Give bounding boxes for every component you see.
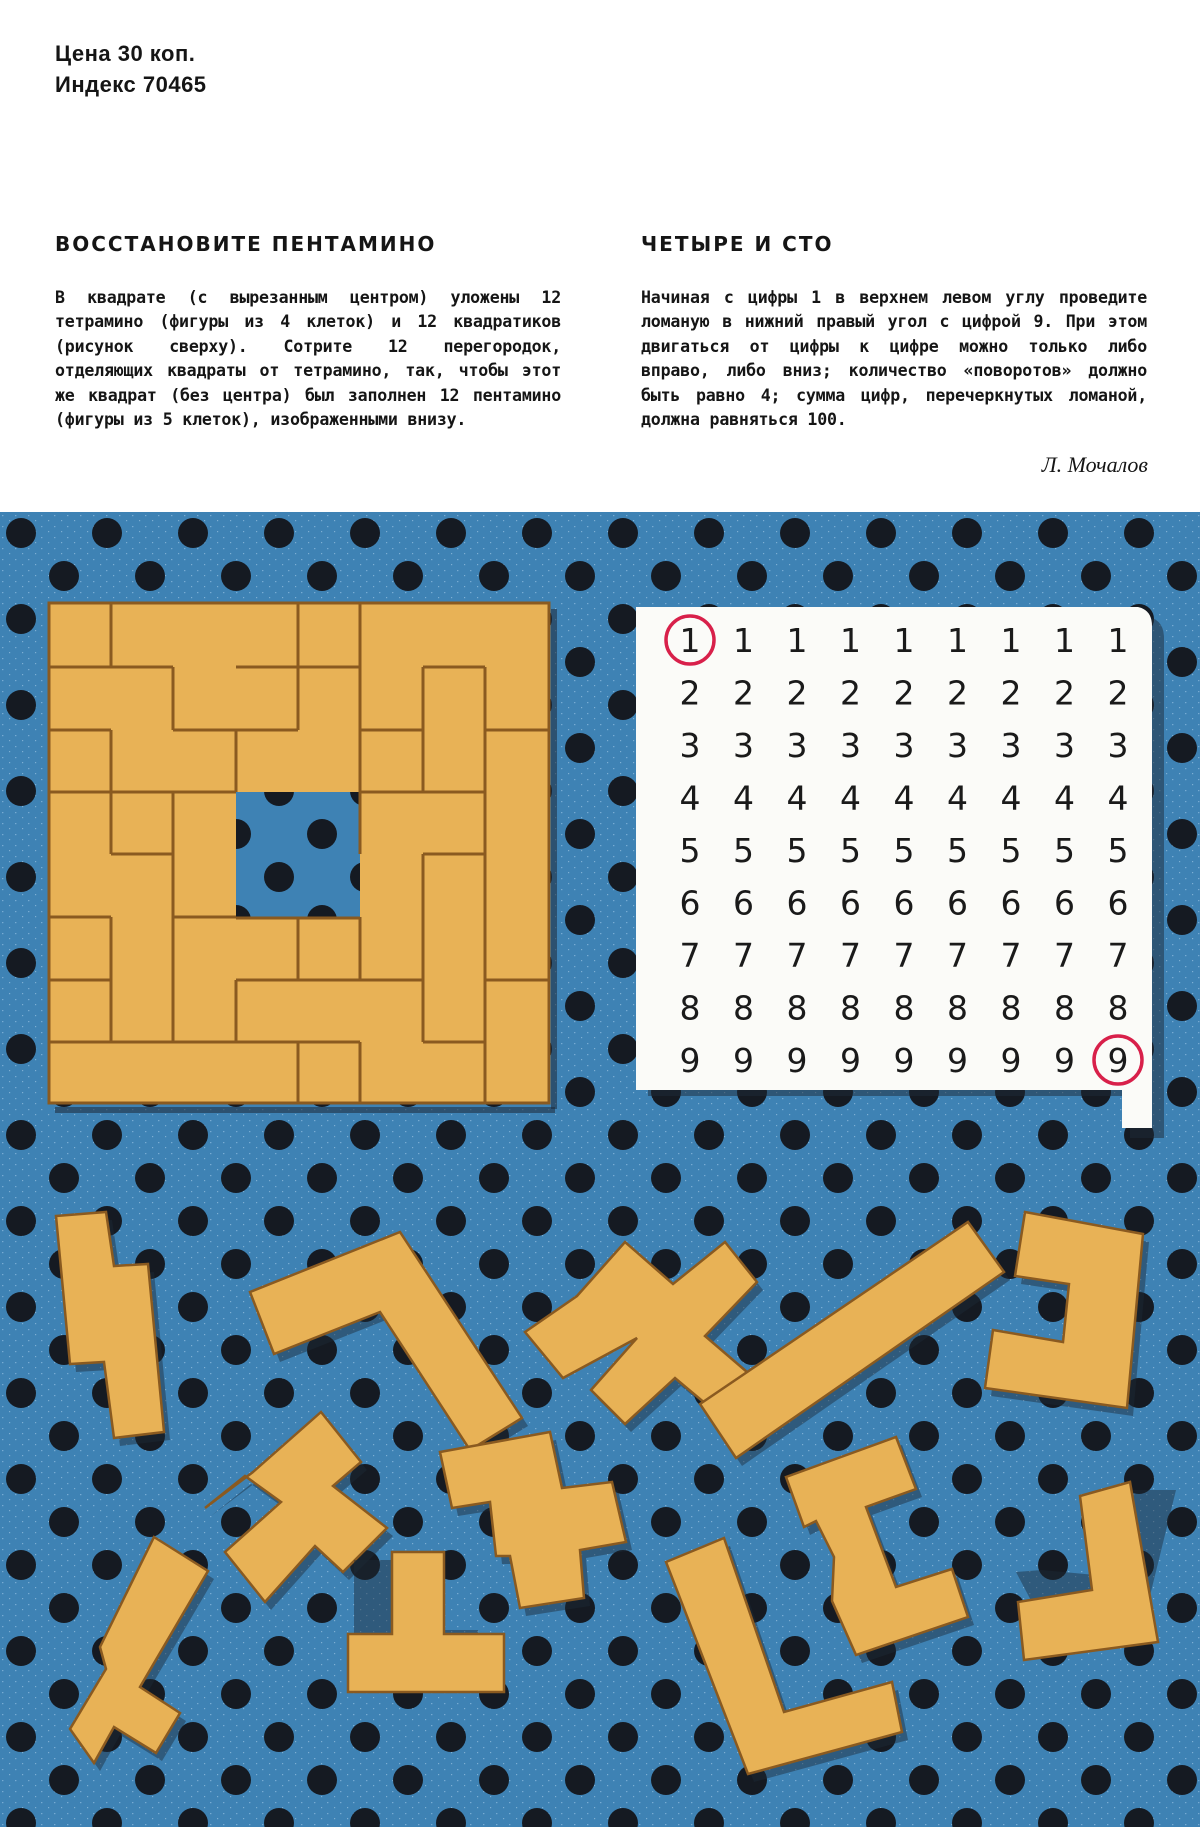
central-hole xyxy=(236,792,360,918)
grid-digit: 3 xyxy=(947,726,968,765)
grid-digit: 7 xyxy=(733,936,754,975)
grid-digit: 7 xyxy=(786,936,808,975)
grid-digit: 5 xyxy=(893,831,915,870)
pentamino-title: ВОССТАНОВИТЕ ПЕНТАМИНО xyxy=(55,232,437,256)
grid-digit: 1 xyxy=(893,621,915,660)
index-label: Индекс 70465 xyxy=(55,72,207,97)
grid-digit: 7 xyxy=(840,936,861,975)
grid-digit: 3 xyxy=(840,726,861,765)
pentamino-text: В квадрате (с вырезанным центром) уложены 12 тетрамино (фигуры из 4 клеток) и 12 квадратиков (рисунок сверху). Сотрите 12 перегородок, отделяющих квадраты от тетрамино, так, чтобы этот же квадрат (без центра) был заполнен 12 пентамино (фигуры из 5 клеток), изображенными внизу. xyxy=(55,288,561,430)
grid-digit: 4 xyxy=(1000,778,1022,818)
grid-digit: 8 xyxy=(1000,988,1022,1028)
grid-digit: 4 xyxy=(840,778,861,818)
grid-digit: 2 xyxy=(947,673,968,713)
grid-digit: 1 xyxy=(947,621,968,660)
grid-digit: 7 xyxy=(1000,936,1022,975)
grid-digit: 8 xyxy=(893,988,915,1028)
grid-digit: 4 xyxy=(893,778,915,818)
grid-digit: 3 xyxy=(893,726,915,765)
grid-digit: 6 xyxy=(786,883,808,923)
square-shadow xyxy=(55,1107,555,1113)
square-shadow-side xyxy=(551,609,557,1109)
grid-digit: 8 xyxy=(679,988,701,1028)
grid-digit: 3 xyxy=(733,726,754,765)
grid-digit: 1 xyxy=(733,621,754,660)
grid-digit: 5 xyxy=(840,831,861,870)
grid-digit: 7 xyxy=(679,936,701,975)
four-hundred-title: ЧЕТЫРЕ И СТО xyxy=(641,232,834,256)
grid-digit: 6 xyxy=(1000,883,1022,923)
grid-digit: 5 xyxy=(733,831,754,870)
grid-digit: 4 xyxy=(679,778,701,818)
number-grid xyxy=(666,616,1142,1084)
grid-digit: 3 xyxy=(679,726,701,765)
grid-digit: 2 xyxy=(840,673,861,713)
grid-digit: 2 xyxy=(1107,673,1129,713)
grid-digit: 3 xyxy=(1107,726,1129,765)
grid-digit: 1 xyxy=(679,621,701,660)
grid-digit: 9 xyxy=(733,1041,754,1080)
grid-digit: 5 xyxy=(947,831,968,870)
grid-digit: 9 xyxy=(947,1041,968,1080)
grid-digit: 7 xyxy=(1107,936,1129,975)
four-hundred-article xyxy=(641,232,1147,432)
grid-digit: 8 xyxy=(786,988,808,1028)
illustration-svg xyxy=(0,512,1200,1827)
grid-digit: 8 xyxy=(947,988,968,1028)
grid-digit: 6 xyxy=(733,883,754,923)
pentamino-article xyxy=(55,232,561,432)
grid-digit: 3 xyxy=(1054,726,1075,765)
grid-digit: 2 xyxy=(1000,673,1022,713)
grid-digit: 2 xyxy=(893,673,915,713)
grid-digit: 8 xyxy=(1054,988,1075,1028)
grid-digit: 3 xyxy=(786,726,808,765)
grid-digit: 4 xyxy=(733,778,754,818)
grid-digit: 3 xyxy=(1000,726,1022,765)
grid-digit: 1 xyxy=(1107,621,1129,660)
grid-digit: 2 xyxy=(679,673,701,713)
grid-digit: 8 xyxy=(733,988,754,1028)
grid-digit: 9 xyxy=(840,1041,861,1080)
grid-digit: 9 xyxy=(893,1041,915,1080)
grid-digit: 5 xyxy=(1000,831,1022,870)
grid-digit: 5 xyxy=(679,831,701,870)
grid-digit: 2 xyxy=(1054,673,1075,713)
grid-digit: 6 xyxy=(840,883,861,923)
price-label: Цена 30 коп. xyxy=(55,41,196,66)
grid-digit: 5 xyxy=(786,831,808,870)
grid-digit: 6 xyxy=(947,883,968,923)
grid-digit: 1 xyxy=(840,621,861,660)
grid-digit: 9 xyxy=(786,1041,808,1080)
grid-digit: 6 xyxy=(1107,883,1129,923)
grid-digit: 7 xyxy=(1054,936,1075,975)
four-hundred-text: Начиная с цифры 1 в верхнем левом углу проведите ломаную в нижний правый угол с цифрой 9. При этом двигаться от цифры к цифре можно только либо вправо, либо вниз; количество «поворотов» должно быть равно 4; сумма цифр, перечеркнутых ломаной, должна равняться 100. xyxy=(641,288,1147,430)
grid-digit: 7 xyxy=(947,936,968,975)
grid-digit: 4 xyxy=(1107,778,1129,818)
grid-digit: 2 xyxy=(733,673,754,713)
grid-digit: 6 xyxy=(893,883,915,923)
grid-digit: 9 xyxy=(1107,1041,1129,1080)
grid-digit: 5 xyxy=(1054,831,1075,870)
grid-digit: 8 xyxy=(1107,988,1129,1028)
grid-digit: 9 xyxy=(1054,1041,1075,1080)
grid-digit: 9 xyxy=(1000,1041,1022,1080)
grid-digit: 1 xyxy=(786,621,808,660)
grid-digit: 2 xyxy=(786,673,808,713)
grid-digit: 8 xyxy=(840,988,861,1028)
grid-digit: 4 xyxy=(947,778,968,818)
grid-digit: 1 xyxy=(1000,621,1022,660)
grid-digit: 4 xyxy=(1054,778,1075,818)
grid-digit: 4 xyxy=(786,778,808,818)
grid-digit: 6 xyxy=(1054,883,1075,923)
grid-digit: 7 xyxy=(893,936,915,975)
grid-digit: 9 xyxy=(679,1041,701,1080)
grid-digit: 5 xyxy=(1107,831,1129,870)
grid-digit: 1 xyxy=(1054,621,1075,660)
illustration xyxy=(0,512,1200,1827)
grid-digit: 6 xyxy=(679,883,701,923)
author: Л. Мочалов xyxy=(1041,452,1148,477)
price-block xyxy=(55,38,207,100)
